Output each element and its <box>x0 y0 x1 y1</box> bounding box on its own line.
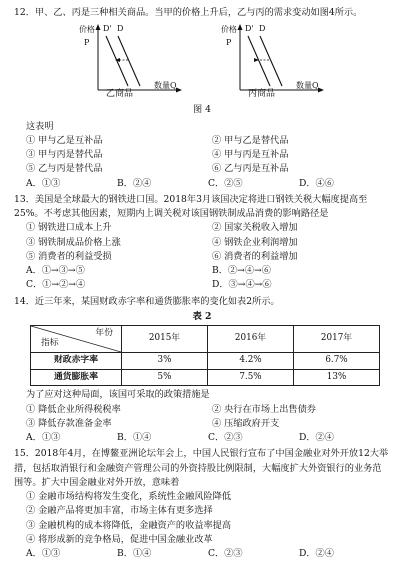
graph-right-curve1: D' <box>245 24 254 34</box>
table-cell: 3% <box>122 353 208 370</box>
q12-choice-b[interactable]: B．②④ <box>117 177 152 189</box>
table-cell: 7.5% <box>208 369 294 386</box>
question-14-stem: 14．近三年来，某国财政赤字率和通货膨胀率的变化如表2所示。 <box>14 295 280 307</box>
q14-choice-d[interactable]: D．②④ <box>299 432 334 443</box>
q13-item: ⑥ 消费者的利益增加 <box>212 250 298 262</box>
graph-left-y-symbol: P <box>84 38 90 48</box>
q15-item: ③ 金融机构的成本将降低，金融资产的收益率提高 <box>26 519 232 531</box>
graph-left-curve1: D' <box>103 24 112 34</box>
q13-choice-c[interactable]: C．①→②→④ <box>26 279 86 291</box>
question-12 <box>14 6 390 191</box>
table-2 <box>30 325 380 386</box>
q14-item: ③ 降低存款准备金率 <box>26 417 112 429</box>
graph-left-y-label: 价格 <box>79 25 95 35</box>
table-year: 2016年 <box>208 326 294 353</box>
q13-item: ③ 钢铁制成品价格上涨 <box>26 236 121 248</box>
curve-d <box>118 36 140 86</box>
q12-item: ⑥ 乙与丙是互补品 <box>212 163 289 175</box>
table-header-year: 年份 <box>95 328 113 338</box>
q12-item: ② 甲与乙是替代品 <box>212 134 289 146</box>
q12-item: ④ 甲与丙是互补品 <box>212 149 289 160</box>
q13-choice-d[interactable]: D．③→④→⑥ <box>212 279 272 291</box>
q14-item: ④ 压缩政府开支 <box>212 417 280 429</box>
table-header-indicator: 指标 <box>41 338 59 349</box>
graph-right <box>220 20 330 102</box>
table-row <box>31 369 380 386</box>
table-cell: 5% <box>122 369 208 386</box>
table-year: 2015年 <box>122 326 208 353</box>
question-12-items <box>14 134 390 177</box>
graph-right-x-label: 数量Q <box>296 81 319 91</box>
question-15 <box>14 447 390 561</box>
q13-item: ⑤ 消费者的利益受损 <box>26 250 112 262</box>
curve-d <box>260 36 282 86</box>
q15-item: ② 金融产品将更加丰富，市场主体有更多选择 <box>26 505 213 517</box>
question-14-items <box>14 403 390 432</box>
question-14-choices <box>14 431 390 445</box>
q12-choice-a[interactable]: A．①③ <box>26 177 61 189</box>
question-12-choices <box>14 177 390 191</box>
curve-d-prime <box>106 36 128 86</box>
q12-item: ⑤ 乙与丙是替代品 <box>26 163 103 175</box>
table-corner-cell <box>31 326 122 353</box>
q12-choice-c[interactable]: C．②⑤ <box>208 177 243 189</box>
q12-item: ③ 甲与丙是替代品 <box>26 149 103 160</box>
q14-item: ① 降低企业所得税税率 <box>26 403 121 415</box>
graph-left <box>78 20 188 102</box>
q15-choice-b[interactable]: B．①④ <box>117 548 152 559</box>
table-row <box>31 353 380 370</box>
q15-choice-c[interactable]: C．②③ <box>208 548 243 559</box>
figure-caption: 图 4 <box>193 104 211 116</box>
question-12-stem: 12．甲、乙、丙是三种相关商品。当甲的价格上升后，乙与丙的需求变动如图4所示。 <box>14 7 363 18</box>
question-13 <box>14 193 390 293</box>
question-13-items <box>14 221 390 264</box>
table-row-name: 通货膨胀率 <box>31 369 122 386</box>
q12-choice-d[interactable]: D．④⑥ <box>299 177 334 189</box>
q14-choice-a[interactable]: A．①③ <box>26 432 61 443</box>
q13-item: ① 钢铁进口成本上升 <box>26 222 112 234</box>
table-year: 2017年 <box>294 326 380 353</box>
q13-item: ② 国家关税收入增加 <box>212 222 298 234</box>
question-15-items <box>14 490 390 547</box>
q14-choice-c[interactable]: C．②③ <box>208 432 243 443</box>
q14-choice-b[interactable]: B．①④ <box>117 432 152 443</box>
q12-item: ① 甲与乙是互补品 <box>26 134 103 146</box>
curve-d-prime <box>248 36 270 86</box>
q15-item: ④ 将形成新的竞争格局，促进中国金融业改革 <box>26 533 213 545</box>
table-row-name: 财政赤字率 <box>31 353 122 370</box>
question-15-stem: 15．2018年4月，在博鳌亚洲论坛年会上，中国人民银行宣布了中国金融业对外开放12大举措，包括取消银行和金融资产管理公司的外资持股比例限制，大幅度扩大外资银行的业务范围等。扩大中国金融业对外开放，意味着 <box>14 448 389 488</box>
graph-left-curve2: D <box>117 24 124 34</box>
graph-left-x-label: 数量Q <box>154 81 177 91</box>
graph-right-y-symbol: P <box>226 38 232 48</box>
graph-right-caption: 丙商品 <box>248 89 276 100</box>
table-cell: 6.7% <box>294 353 380 370</box>
q15-choice-a[interactable]: A．①③ <box>26 548 61 559</box>
table-header-row <box>31 326 380 353</box>
question-13-stem: 13．美国是全球最大的钢铁进口国。2018年3月该国决定将进口钢铁关税大幅度提高至25%。不考虑其他因素，短期内上调关税对该国钢铁制成品消费的影响路径是 <box>14 193 368 219</box>
q14-item: ② 央行在市场上出售债券 <box>212 403 316 415</box>
question-14-lead: 为了应对这种局面，该国可采取的政策措施是 <box>26 389 210 401</box>
table-2-caption: 表 2 <box>192 310 212 322</box>
question-14 <box>14 295 390 446</box>
table-cell: 13% <box>294 369 380 386</box>
question-13-choices <box>14 264 390 293</box>
figure-4 <box>14 20 390 102</box>
table-cell: 4.2% <box>208 353 294 370</box>
q13-choice-b[interactable]: B．②→④→⑥ <box>212 265 271 276</box>
graph-left-caption: 乙商品 <box>106 89 134 100</box>
q15-item: ① 金融市场结构将发生变化，系统性金融风险降低 <box>26 491 232 502</box>
graph-right-y-label: 价格 <box>221 25 237 35</box>
graph-right-curve2: D <box>259 24 266 34</box>
q13-choice-a[interactable]: A．①→③→⑤ <box>26 265 85 276</box>
question-15-choices <box>14 547 390 561</box>
question-12-lead: 这表明 <box>26 120 54 132</box>
q13-item: ④ 钢铁企业利润增加 <box>212 236 298 248</box>
q15-choice-d[interactable]: D．②④ <box>299 548 334 559</box>
